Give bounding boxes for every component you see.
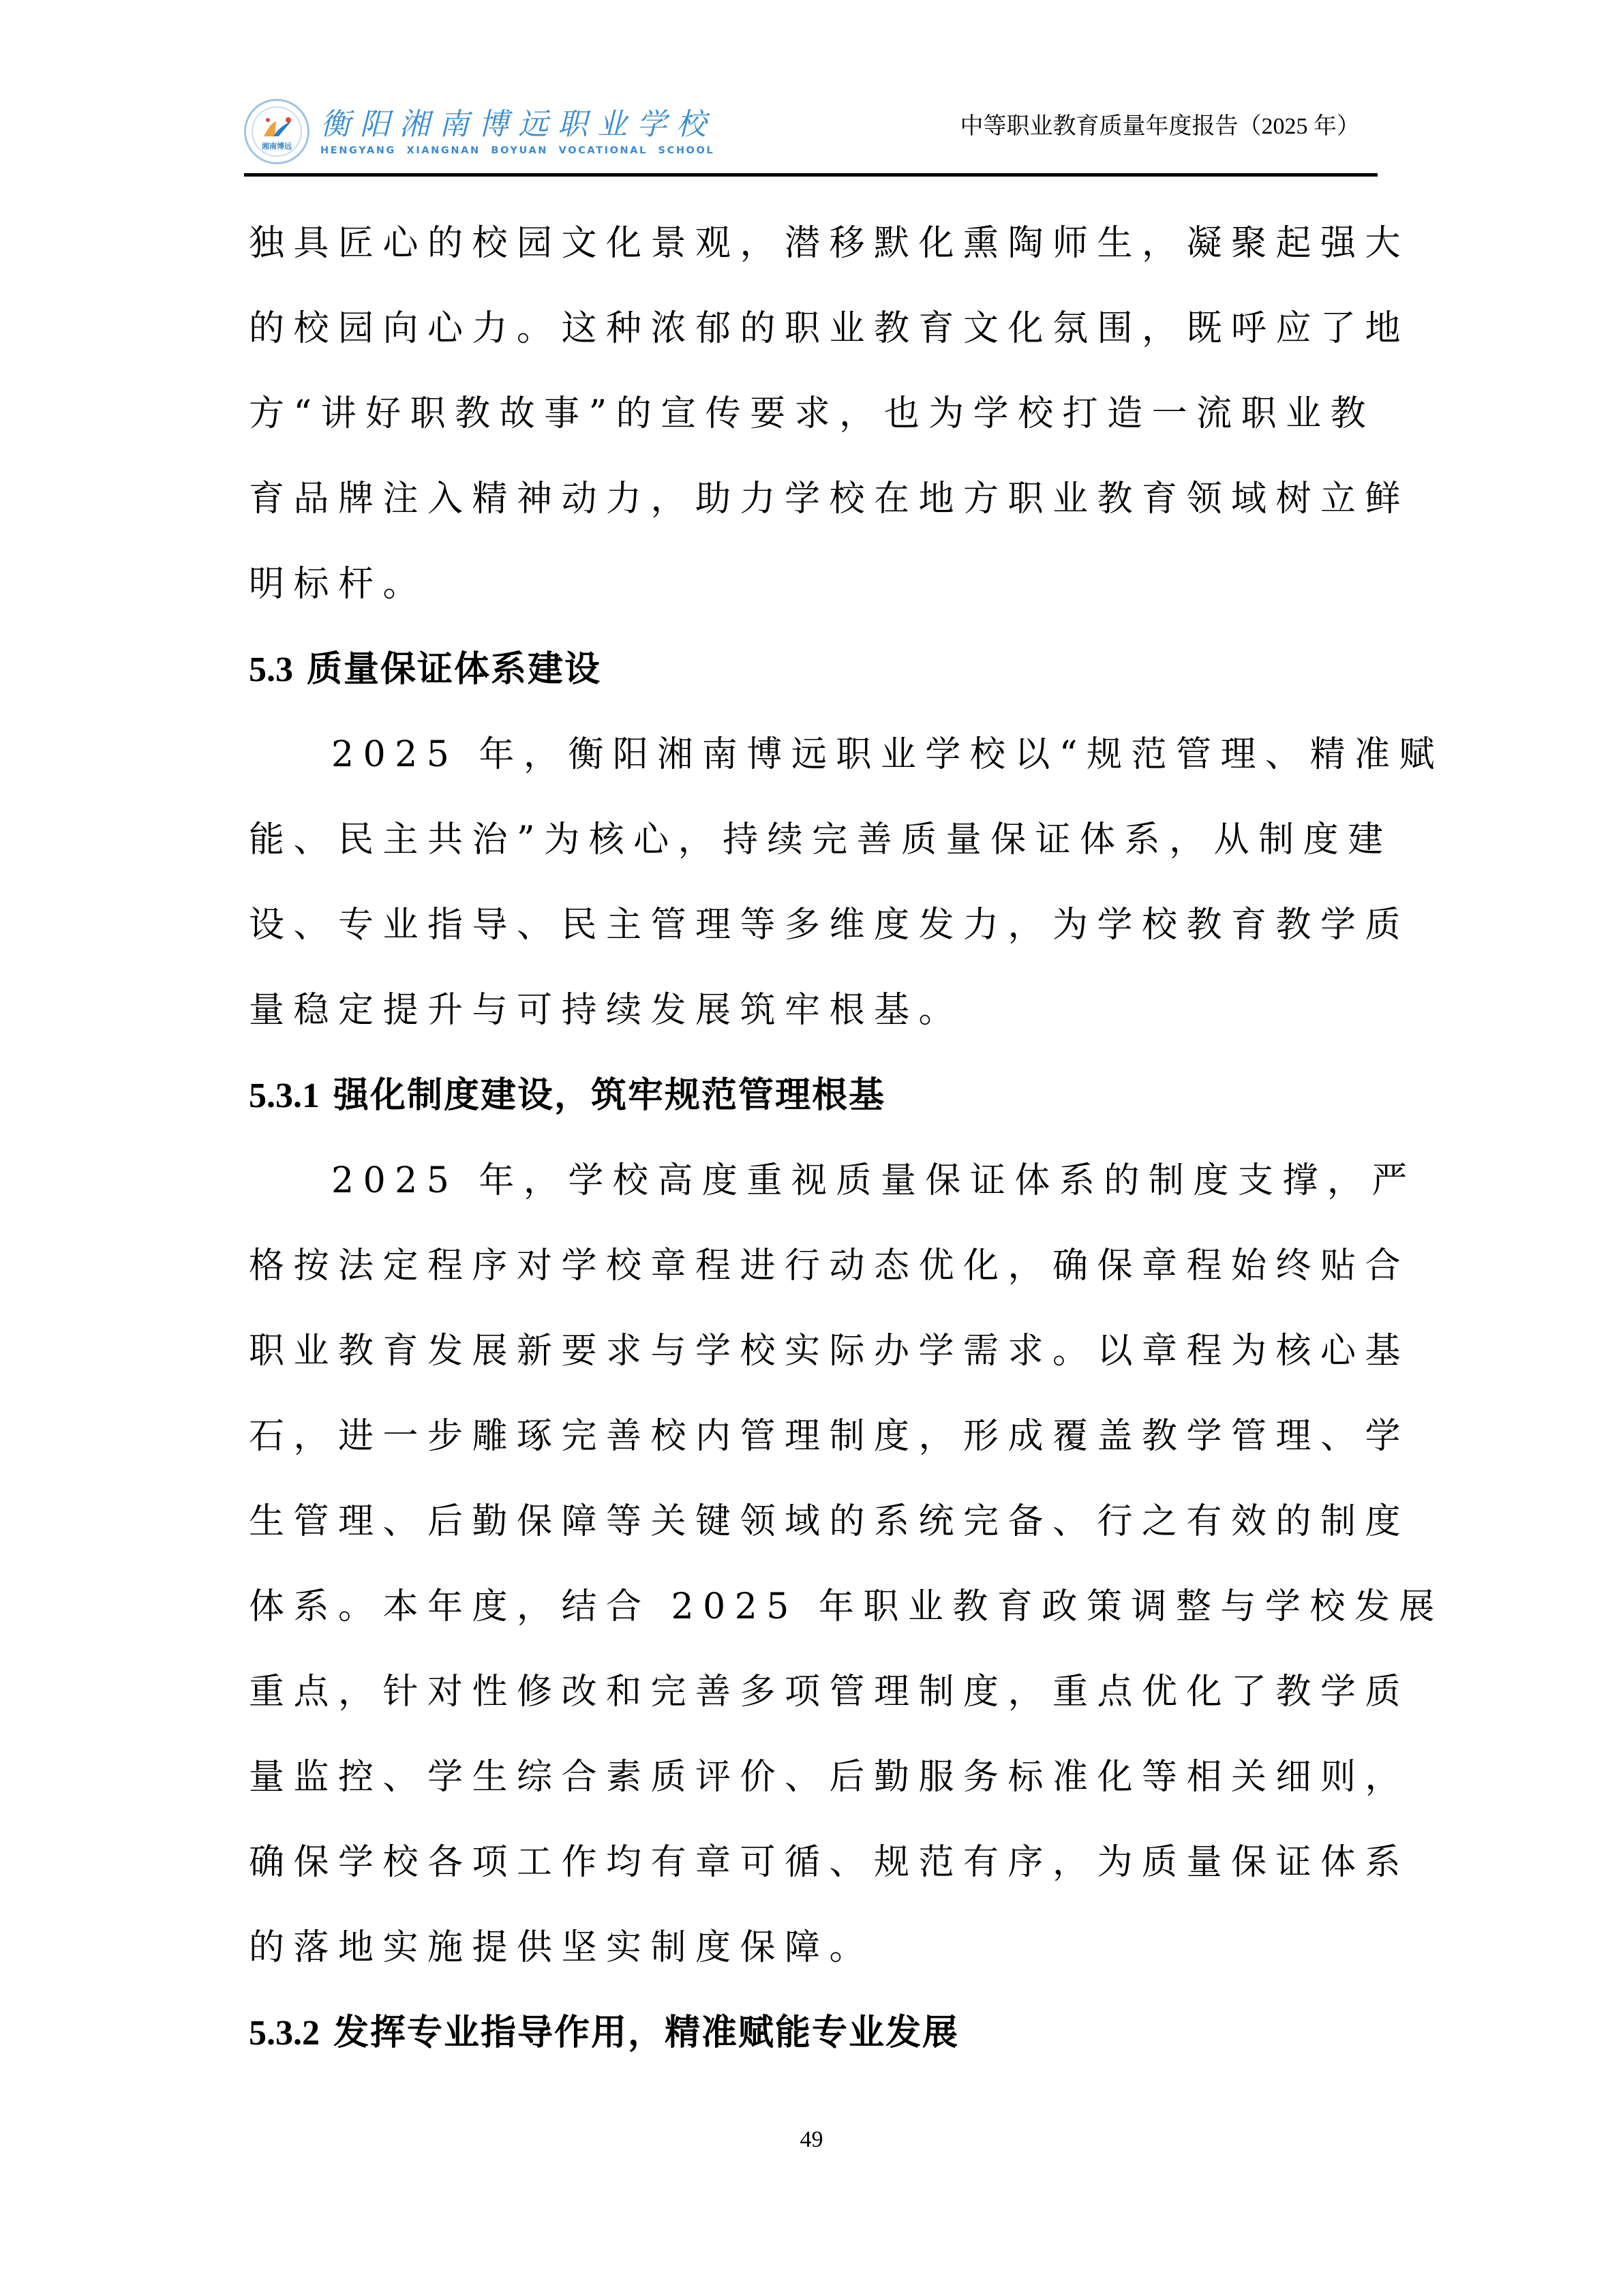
- text-line: 的落地实施提供坚实制度保障。: [249, 1927, 875, 1968]
- text-line: 2025 年，衡阳湘南博远职业学校以“规范管理、精准赋: [331, 734, 1444, 775]
- section-5-3-1-paragraph: [249, 1138, 1444, 1991]
- emblem-mark-icon: [261, 116, 294, 139]
- section-title: 质量保证体系建设: [307, 649, 602, 690]
- text-line: 石，进一步雕琢完善校内管理制度，形成覆盖教学管理、学: [249, 1416, 1410, 1457]
- header-divider: [244, 173, 1378, 177]
- text-line: 设、专业指导、民主管理等多维度发力，为学校教育教学质: [249, 905, 1410, 946]
- school-name-cn: 衡阳湘南博远职业学校: [320, 107, 716, 142]
- text-line: 生管理、后勤保障等关键领域的系统完备、行之有效的制度: [249, 1501, 1410, 1542]
- text-line: 方“讲好职教故事”的宣传要求，也为学校打造一流职业教: [249, 393, 1376, 434]
- emblem-label: 湘南博远: [262, 142, 292, 151]
- text-line: 确保学校各项工作均有章可循、规范有序，为质量保证体系: [249, 1842, 1410, 1883]
- page-header: [244, 87, 1378, 176]
- section-heading-5-3-1: [249, 1053, 1377, 1138]
- section-number: 5.3.1: [249, 1076, 320, 1115]
- school-logo: [244, 94, 716, 169]
- text-line: 职业教育发展新要求与学校实际办学需求。以章程为核心基: [249, 1331, 1410, 1372]
- text-line: 明标杆。: [249, 564, 428, 605]
- page-number: 49: [800, 2127, 823, 2152]
- text-line: 体系。本年度，结合 2025 年职业教育政策调整与学校发展: [249, 1586, 1444, 1627]
- text-line: 独具匠心的校园文化景观，潜移默化熏陶师生，凝聚起强大: [249, 223, 1410, 264]
- section-heading-5-3-2: [249, 1991, 1377, 2076]
- intro-paragraph: [249, 201, 1410, 627]
- school-emblem-icon: [244, 99, 309, 164]
- text-line: 2025 年，学校高度重视质量保证体系的制度支撑，严: [331, 1160, 1416, 1201]
- text-line: 的校园向心力。这种浓郁的职业教育文化氛围，既呼应了地: [249, 308, 1410, 349]
- section-title: 发挥专业指导作用，精准赋能专业发展: [333, 2012, 960, 2053]
- school-name-en: HENGYANG XIANGNAN BOYUAN VOCATIONAL SCHOOL: [320, 145, 715, 156]
- page-content: [249, 201, 1444, 2076]
- section-number: 5.3.2: [249, 2014, 320, 2053]
- text-line: 格按法定程序对学校章程进行动态优化，确保章程始终贴合: [249, 1245, 1410, 1286]
- text-line: 能、民主共治”为核心，持续完善质量保证体系，从制度建: [249, 819, 1393, 860]
- text-line: 量稳定提升与可持续发展筑牢根基。: [249, 990, 964, 1031]
- section-heading-5-3: [249, 627, 1377, 712]
- section-5-3-paragraph: [249, 712, 1444, 1053]
- text-line: 育品牌注入精神动力，助力学校在地方职业教育领域树立鲜: [249, 479, 1410, 519]
- section-number: 5.3: [249, 650, 293, 689]
- text-line: 重点，针对性修改和完善多项管理制度，重点优化了教学质: [249, 1672, 1410, 1712]
- section-title: 强化制度建设，筑牢规范管理根基: [333, 1075, 886, 1116]
- report-title: 中等职业教育质量年度报告（2025 年）: [960, 114, 1360, 139]
- text-line: 量监控、学生综合素质评价、后勤服务标准化等相关细则，: [249, 1757, 1410, 1798]
